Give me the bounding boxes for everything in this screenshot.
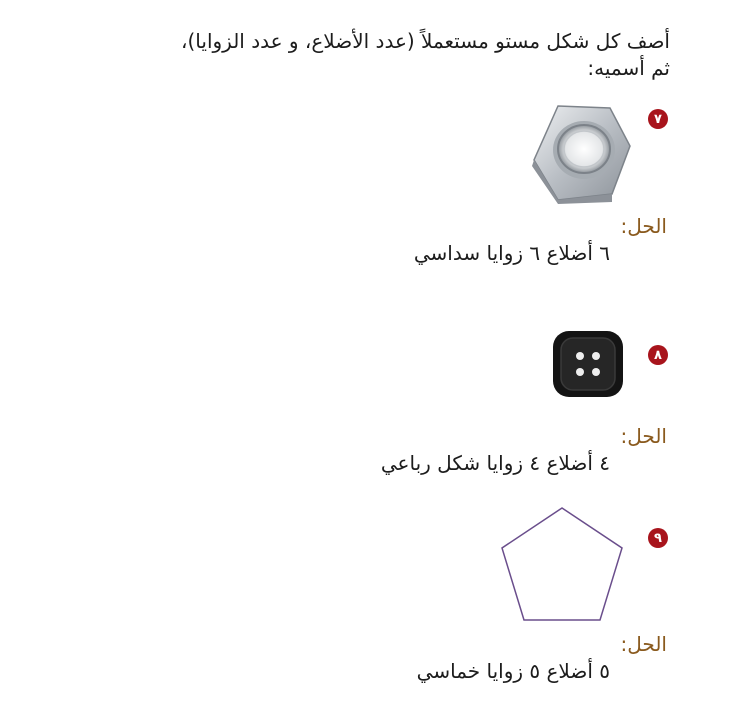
answer-text: ٥ أضلاع ٥ زوايا خماسي (416, 659, 610, 683)
instruction (90, 28, 670, 82)
solution-label: الحل: (620, 214, 667, 238)
hex-nut-icon (528, 102, 634, 206)
instruction-line-2: ثم أسميه: (587, 56, 670, 80)
answer-text: ٦ أضلاع ٦ زوايا سداسي (413, 241, 610, 265)
problem-number-badge: ٩ (648, 528, 668, 548)
solution-label: الحل: (620, 424, 667, 448)
answer-text: ٤ أضلاع ٤ زوايا شكل رباعي (380, 451, 610, 475)
square-button-icon (552, 330, 624, 398)
problem-number-badge: ٨ (648, 345, 668, 365)
instruction-line-1: أصف كل شكل مستو مستعملاً (عدد الأضلاع، و عدد الزوايا)، (181, 29, 670, 53)
problem-number-badge: ٧ (648, 109, 668, 129)
pentagon-icon (498, 504, 626, 626)
solution-label: الحل: (620, 632, 667, 656)
